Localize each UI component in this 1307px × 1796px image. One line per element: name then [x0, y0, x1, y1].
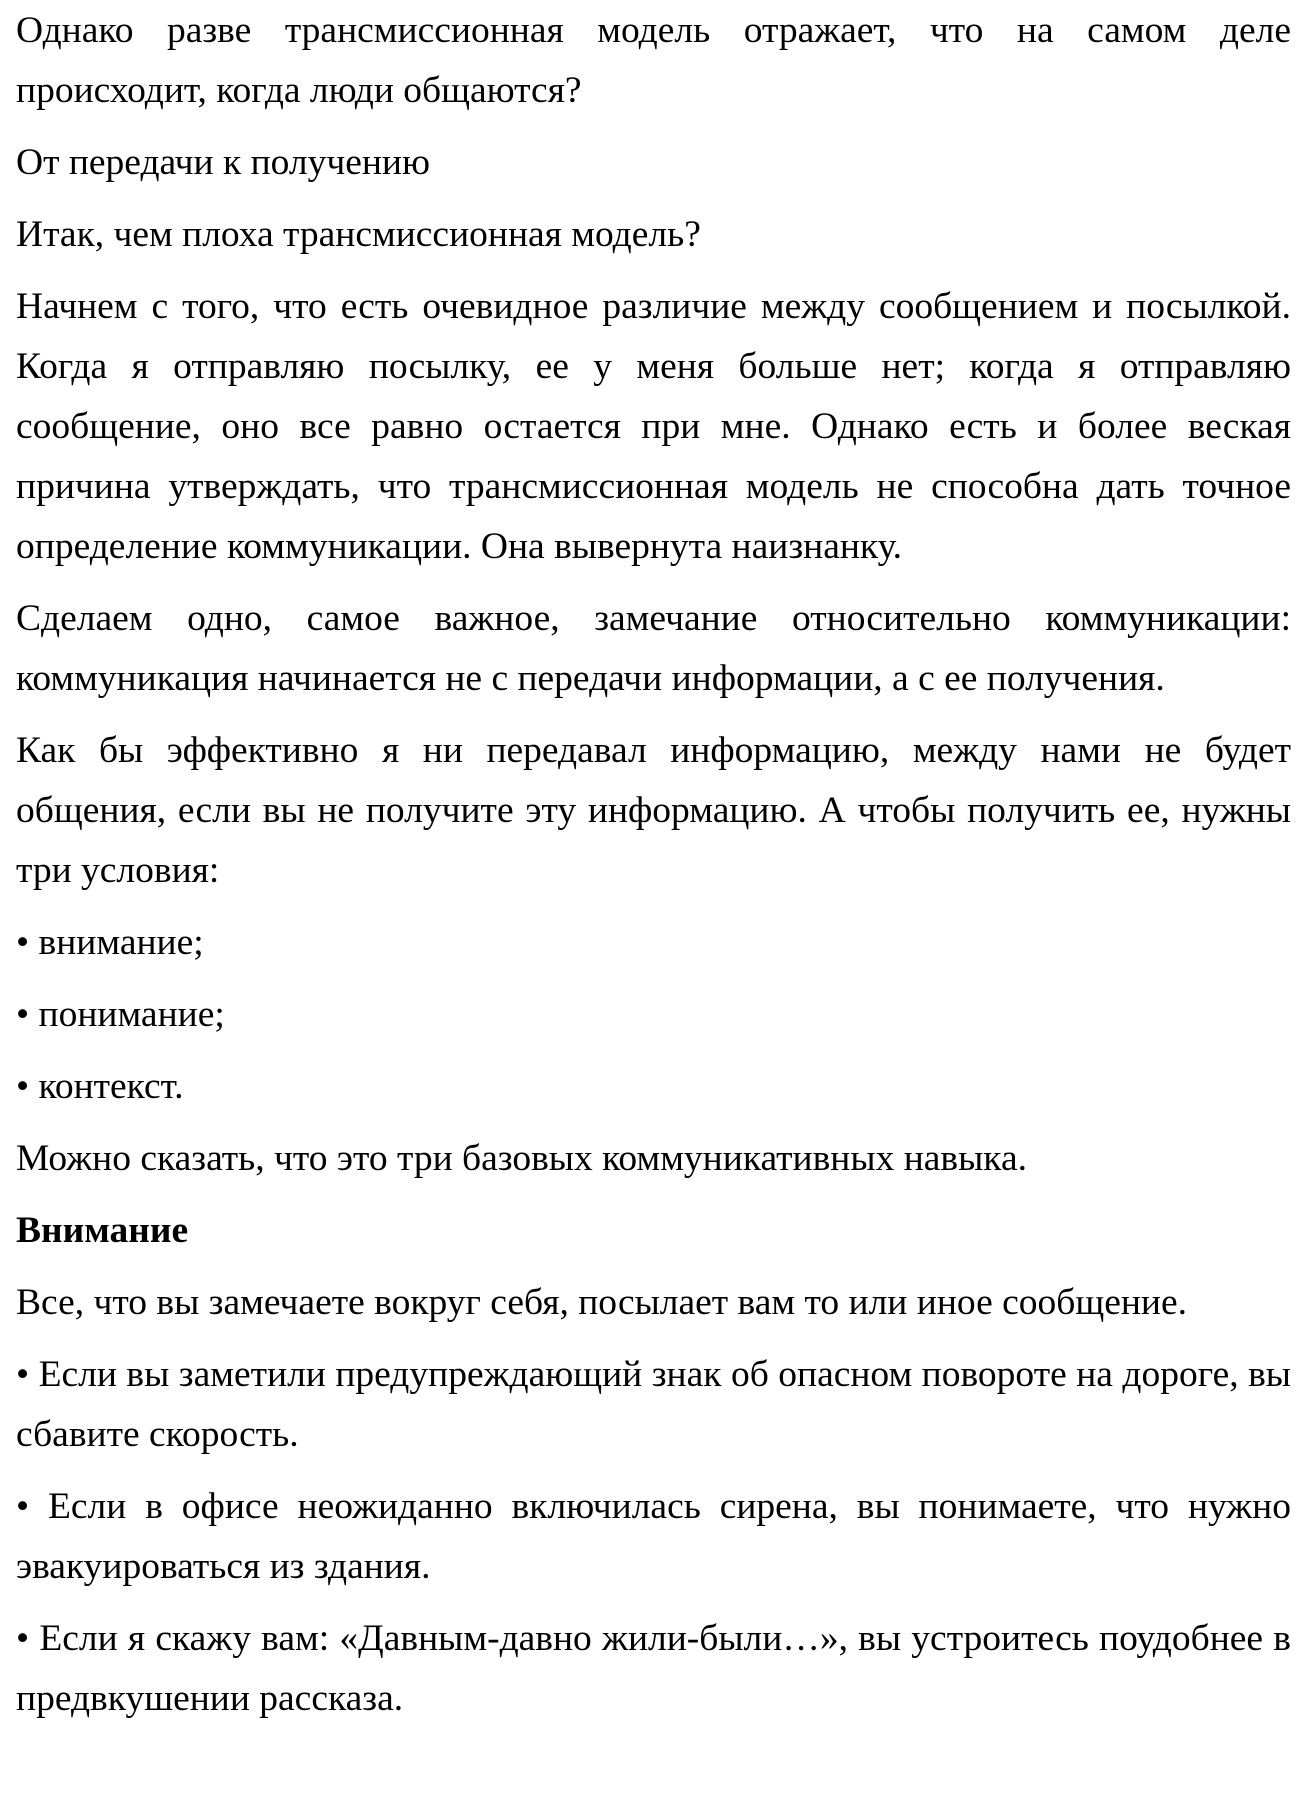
paragraph-question: Итак, чем плоха трансмиссионная модель? [16, 214, 701, 255]
document-page [16, 0, 1291, 1741]
paragraph-everything-sends-message: Все, что вы замечаете вокруг себя, посылает вам то или иное сообщение. [16, 1282, 1188, 1323]
list-item-office-siren: • Если в офисе неожиданно включилась сирена, вы понимаете, что нужно эвакуироваться из здания. [16, 1486, 1291, 1587]
paragraph-key-remark: Сделаем одно, самое важное, замечание относительно коммуникации: коммуникация начинается не с передачи информации, а с ее получения. [16, 598, 1291, 699]
list-item-attention: • внимание; [16, 922, 204, 963]
section-heading-attention: Внимание [16, 1210, 189, 1251]
list-item-understanding: • понимание; [16, 994, 225, 1035]
section-subtitle: От передачи к получению [16, 142, 431, 183]
paragraph-intro-question: Однако разве трансмиссионная модель отражает, что на самом деле происходит, когда люди общаются? [16, 10, 1291, 111]
paragraph-three-conditions: Как бы эффективно я ни передавал информацию, между нами не будет общения, если вы не получите эту информацию. А чтобы получить ее, нужны три условия: [16, 730, 1291, 891]
list-item-road-sign: • Если вы заметили предупреждающий знак об опасном повороте на дороге, вы сбавите скорость. [16, 1354, 1291, 1455]
list-item-story: • Если я скажу вам: «Давным-давно жили-были…», вы устроитесь поудобнее в предвкушении рассказа. [16, 1618, 1291, 1719]
list-item-context: • контекст. [16, 1066, 184, 1107]
paragraph-basic-skills: Можно сказать, что это три базовых коммуникативных навыка. [16, 1138, 1027, 1179]
paragraph-message-vs-parcel: Начнем с того, что есть очевидное различие между сообщением и посылкой. Когда я отправляю посылку, ее у меня больше нет; когда я отправляю сообщение, оно все равно остается при мне. Однако есть и более веская причина утверждать, что трансмиссионная модель не способна дать точное определение коммуникации. Она вывернута наизнанку. [16, 286, 1291, 567]
